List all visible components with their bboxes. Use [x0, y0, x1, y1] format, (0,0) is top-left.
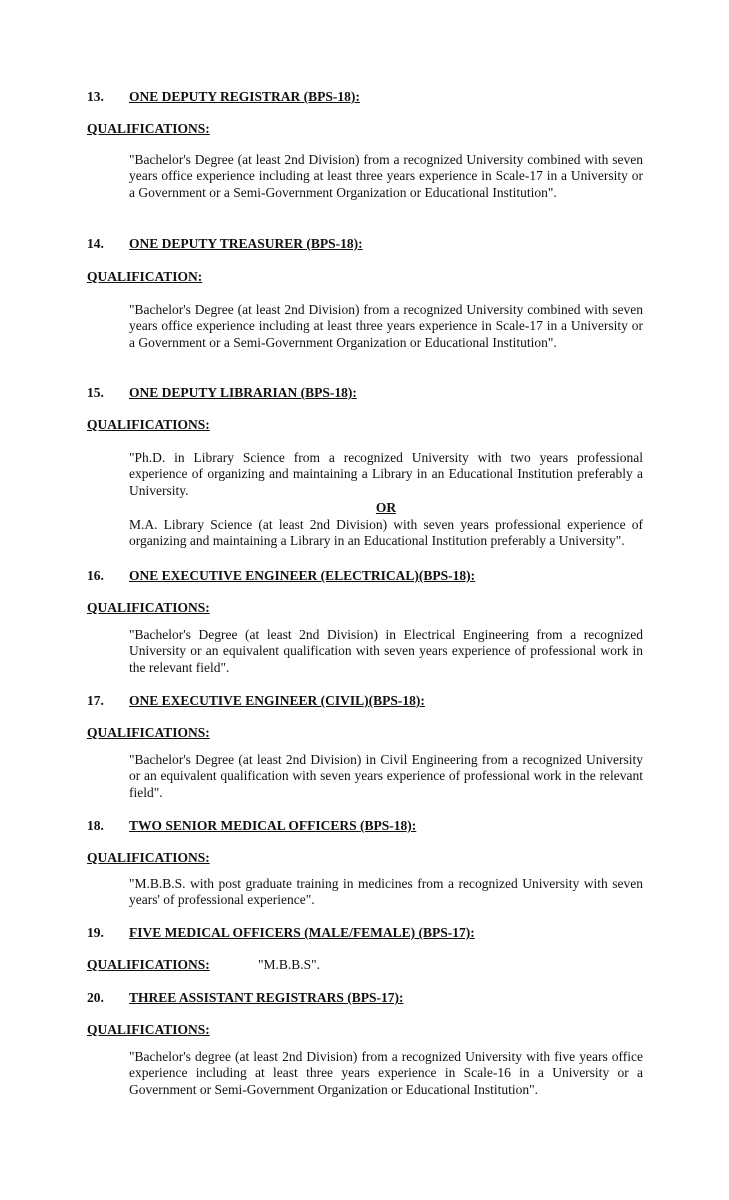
post-number: 15. — [87, 385, 104, 400]
qualification-text: "M.B.B.S". — [258, 957, 321, 972]
qualifications-label: QUALIFICATION: — [87, 269, 203, 284]
qualification-text: "Bachelor's Degree (at least 2nd Division) from a recognized University combined with seven years office experience including at least three years experience in Scale-17 in a University or a Government or a Semi-Government Organization or Educational Institution". — [129, 302, 643, 350]
post-heading — [87, 89, 360, 105]
post-number: 13. — [87, 89, 104, 104]
post-number: 17. — [87, 693, 104, 708]
post-title: ONE DEPUTY LIBRARIAN (BPS-18): — [129, 385, 357, 400]
post-heading — [87, 693, 425, 709]
post-heading — [87, 818, 416, 834]
qualification-text: "M.B.B.S. with post graduate training in medicines from a recognized University with seven years' of professional experience". — [129, 876, 643, 908]
qualifications-label: QUALIFICATIONS: — [87, 121, 210, 136]
qualifications-label: QUALIFICATIONS: — [87, 957, 210, 972]
qualifications-label: QUALIFICATIONS: — [87, 850, 210, 865]
post-heading — [87, 925, 475, 941]
qualifications-label: QUALIFICATIONS: — [87, 600, 210, 615]
post-title: ONE DEPUTY TREASURER (BPS-18): — [129, 236, 363, 251]
post-title: ONE EXECUTIVE ENGINEER (ELECTRICAL)(BPS-18): — [129, 568, 476, 583]
post-title: ONE DEPUTY REGISTRAR (BPS-18): — [129, 89, 360, 104]
post-heading — [87, 568, 475, 584]
post-title: ONE EXECUTIVE ENGINEER (CIVIL)(BPS-18): — [129, 693, 425, 708]
qualification-text-alternative: M.A. Library Science (at least 2nd Division) with seven years professional experience of organizing and maintaining a Library in an Educational Institution preferably a University". — [129, 517, 643, 549]
post-title: FIVE MEDICAL OFFICERS (MALE/FEMALE) (BPS-17): — [129, 925, 475, 940]
qualification-text: "Bachelor's degree (at least 2nd Division) from a recognized University with five years office experience including at least three years experience in Scale-16 in a University or a Government or Semi-Government Organization or Educational Institution". — [129, 1049, 643, 1097]
post-title: TWO SENIOR MEDICAL OFFICERS (BPS-18): — [129, 818, 417, 833]
post-number: 18. — [87, 818, 104, 833]
post-number: 20. — [87, 990, 104, 1005]
qualification-text: "Bachelor's Degree (at least 2nd Division) in Civil Engineering from a recognized University or an equivalent qualification with seven years experience of professional work in the relevant field". — [129, 752, 643, 800]
or-separator: OR — [375, 500, 397, 515]
qualification-text: "Bachelor's Degree (at least 2nd Division) from a recognized University combined with seven years office experience including at least three years experience in Scale-17 in a University or a Government or a Semi-Government Organization or Educational Institution". — [129, 152, 643, 200]
qualifications-label: QUALIFICATIONS: — [87, 1022, 210, 1037]
post-heading — [87, 236, 363, 252]
qualification-text: "Bachelor's Degree (at least 2nd Division) in Electrical Engineering from a recognized University or an equivalent qualification with seven years experience of professional work in the relevant field". — [129, 627, 643, 675]
qualifications-label: QUALIFICATIONS: — [87, 417, 210, 432]
post-number: 14. — [87, 236, 104, 251]
post-heading — [87, 990, 403, 1006]
post-number: 16. — [87, 568, 104, 583]
post-heading — [87, 385, 357, 401]
post-number: 19. — [87, 925, 104, 940]
qualification-text: "Ph.D. in Library Science from a recognized University with two years professional experience of organizing and maintaining a Library in an Educational Institution preferably a University. — [129, 450, 643, 498]
post-title: THREE ASSISTANT REGISTRARS (BPS-17): — [129, 990, 404, 1005]
qualifications-label: QUALIFICATIONS: — [87, 725, 210, 740]
